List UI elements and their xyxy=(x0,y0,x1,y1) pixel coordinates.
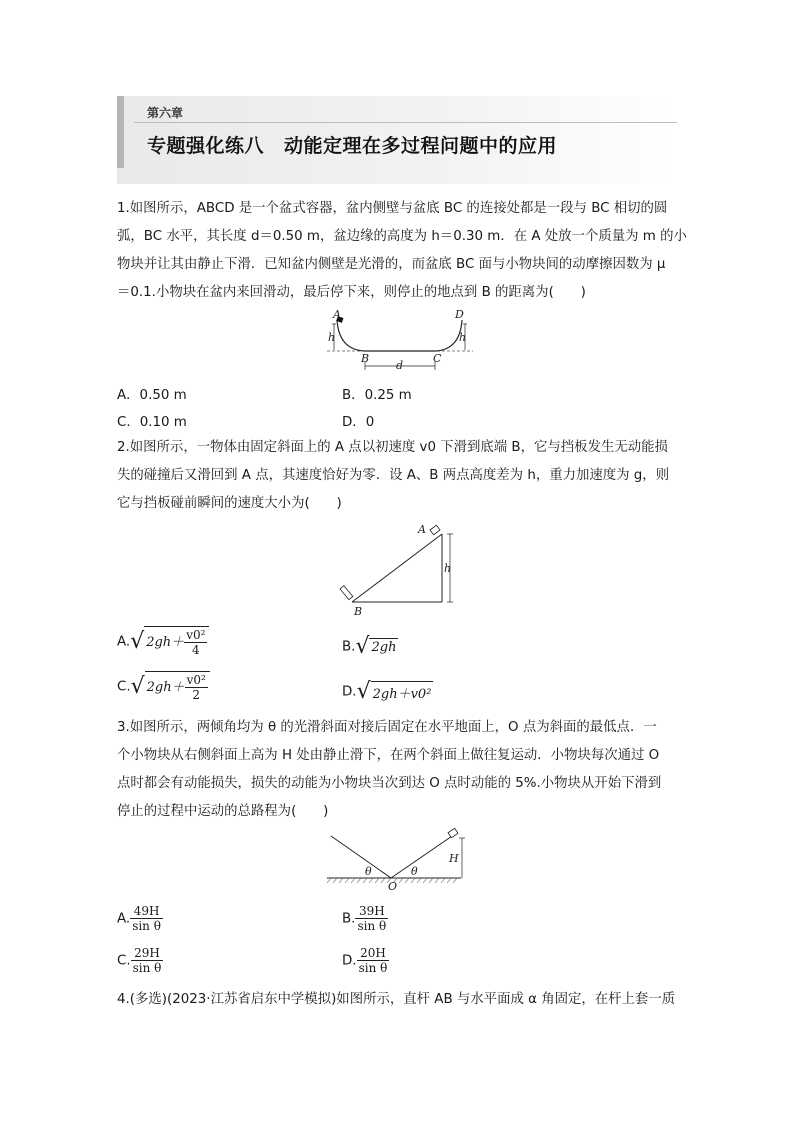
numerator: 20H xyxy=(357,946,390,961)
page-title xyxy=(147,131,557,158)
q2-option-c[interactable] xyxy=(117,671,210,702)
denominator: 2 xyxy=(192,688,201,702)
q2-option-a[interactable] xyxy=(117,626,209,657)
title-right: 动能定理在多过程问题中的应用 xyxy=(284,135,558,157)
denominator: sin θ xyxy=(357,919,387,933)
q3-option-b[interactable] xyxy=(342,904,388,933)
option-label: A. xyxy=(117,911,131,927)
question-1-text xyxy=(117,195,687,307)
question-3-line: 点时都会有动能损失，损失的动能为小物块当次到达 O 点时动能的 5%.小物块从开始下滑到 xyxy=(117,776,662,791)
label-h-left: h xyxy=(328,331,336,344)
label-D: D xyxy=(455,310,464,321)
chapter-label: 第六章 xyxy=(147,106,184,120)
q1-option-a[interactable]: A．0.50 m xyxy=(117,388,187,403)
label-A: A xyxy=(333,310,341,321)
question-1-line: 弧，BC 水平，其长度 d＝0.50 m，盆边缘的高度为 h＝0.30 m．在 A 处放一个质量为 m 的小 xyxy=(117,229,687,244)
question-3-text xyxy=(117,714,680,826)
label-C: C xyxy=(433,352,442,365)
radicand: 2gh＋ xyxy=(146,635,185,650)
sqrt-expression: √ 2gh＋ $\frac{\text{v0²}}{4}$ xyxy=(130,626,209,657)
numerator: v0² xyxy=(186,628,206,642)
option-label: B. xyxy=(342,911,356,927)
numerator: 49H xyxy=(130,904,163,919)
question-2-line: 失的碰撞后又滑回到 A 点，其速度恰好为零．设 A、B 两点高度差为 h，重力加速度为 g，则 xyxy=(117,468,670,483)
numerator: v0² xyxy=(186,673,206,687)
label-h-right: h xyxy=(459,331,467,344)
sqrt-expression: √ 2gh＋v0² xyxy=(356,679,432,704)
question-3-line: 个小物块从右侧斜面上高为 H 处由静止滑下，在两个斜面上做往复运动．小物块每次通过 O xyxy=(117,748,660,763)
q1-option-d[interactable]: D．0 xyxy=(342,415,375,430)
question-3-line: 停止的过程中运动的总路程为( ) xyxy=(117,804,329,819)
label-H: H xyxy=(449,852,459,865)
label-B: B xyxy=(361,352,370,365)
label-theta-left: θ xyxy=(365,865,372,878)
denominator: sin θ xyxy=(132,919,161,933)
fraction xyxy=(357,946,390,975)
incline-figure xyxy=(338,520,458,618)
header-accent-bar xyxy=(117,96,124,168)
radicand: 2gh＋ xyxy=(146,680,185,695)
title-left: 专题强化练八 xyxy=(147,135,265,157)
label-h: h xyxy=(444,562,452,575)
q2-option-d[interactable] xyxy=(342,679,433,704)
q3-option-a[interactable] xyxy=(117,904,163,933)
label-O: O xyxy=(388,880,398,892)
header-divider xyxy=(134,122,677,123)
option-label: A. xyxy=(117,634,131,650)
option-label: C. xyxy=(117,679,131,695)
label-A: A xyxy=(418,523,426,536)
label-theta-right: θ xyxy=(411,865,418,878)
denominator: 4 xyxy=(191,643,200,657)
q3-option-d[interactable] xyxy=(342,946,389,975)
q1-option-b[interactable]: B．0.25 m xyxy=(342,388,412,403)
question-4-text xyxy=(117,986,680,1014)
label-B: B xyxy=(354,605,363,618)
double-incline-figure xyxy=(325,828,465,892)
fraction xyxy=(355,904,388,933)
option-label: D. xyxy=(342,684,357,700)
denominator: sin θ xyxy=(358,961,388,975)
question-1-line: 物块并让其由静止下滑．已知盆内侧壁是光滑的，而盆底 BC 面与小物块间的动摩擦因数为 μ xyxy=(117,257,666,272)
denominator: sin θ xyxy=(132,961,162,975)
radicand: 2gh＋v0² xyxy=(372,687,432,702)
option-label: B. xyxy=(342,639,356,655)
question-1-line: 1.如图所示，ABCD 是一个盆式容器，盆内侧壁与盆底 BC 的连接处都是一段与 BC 相切的圆 xyxy=(117,201,668,216)
sqrt-expression: √ 2gh＋ $\frac{\text{v0²}}{2}$ xyxy=(131,671,210,702)
option-label: D. xyxy=(342,953,357,969)
q3-option-c[interactable] xyxy=(117,946,163,975)
fraction xyxy=(184,628,207,657)
option-label: C. xyxy=(117,953,131,969)
basin-figure xyxy=(325,310,475,374)
q2-option-b[interactable] xyxy=(342,634,398,659)
numerator: 39H xyxy=(355,904,388,919)
label-d: d xyxy=(396,359,404,372)
question-3-line: 3.如图所示，两倾角均为 θ 的光滑斜面对接后固定在水平地面上，O 点为斜面的最低点．一 xyxy=(117,720,657,735)
fraction xyxy=(131,946,164,975)
question-1-line: ＝0.1.小物块在盆内来回滑动，最后停下来，则停止的地点到 B 的距离为( ) xyxy=(117,285,586,300)
question-2-text xyxy=(117,434,680,518)
question-2-line: 2.如图所示，一物体由固定斜面上的 A 点以初速度 v0 下滑到底端 B，它与挡板发生无动能损 xyxy=(117,440,668,455)
question-2-line: 它与挡板碰前瞬间的速度大小为( ) xyxy=(117,496,342,511)
sqrt-expression: √ 2gh xyxy=(355,634,397,659)
radicand: 2gh xyxy=(371,640,397,655)
fraction xyxy=(130,904,163,933)
numerator: 29H xyxy=(131,946,164,961)
fraction xyxy=(185,673,208,702)
question-4-line: 4.(多选)(2023·江苏省启东中学模拟)如图所示，直杆 AB 与水平面成 α 角固定，在杆上套一质 xyxy=(117,992,676,1007)
q1-option-c[interactable]: C．0.10 m xyxy=(117,415,187,430)
